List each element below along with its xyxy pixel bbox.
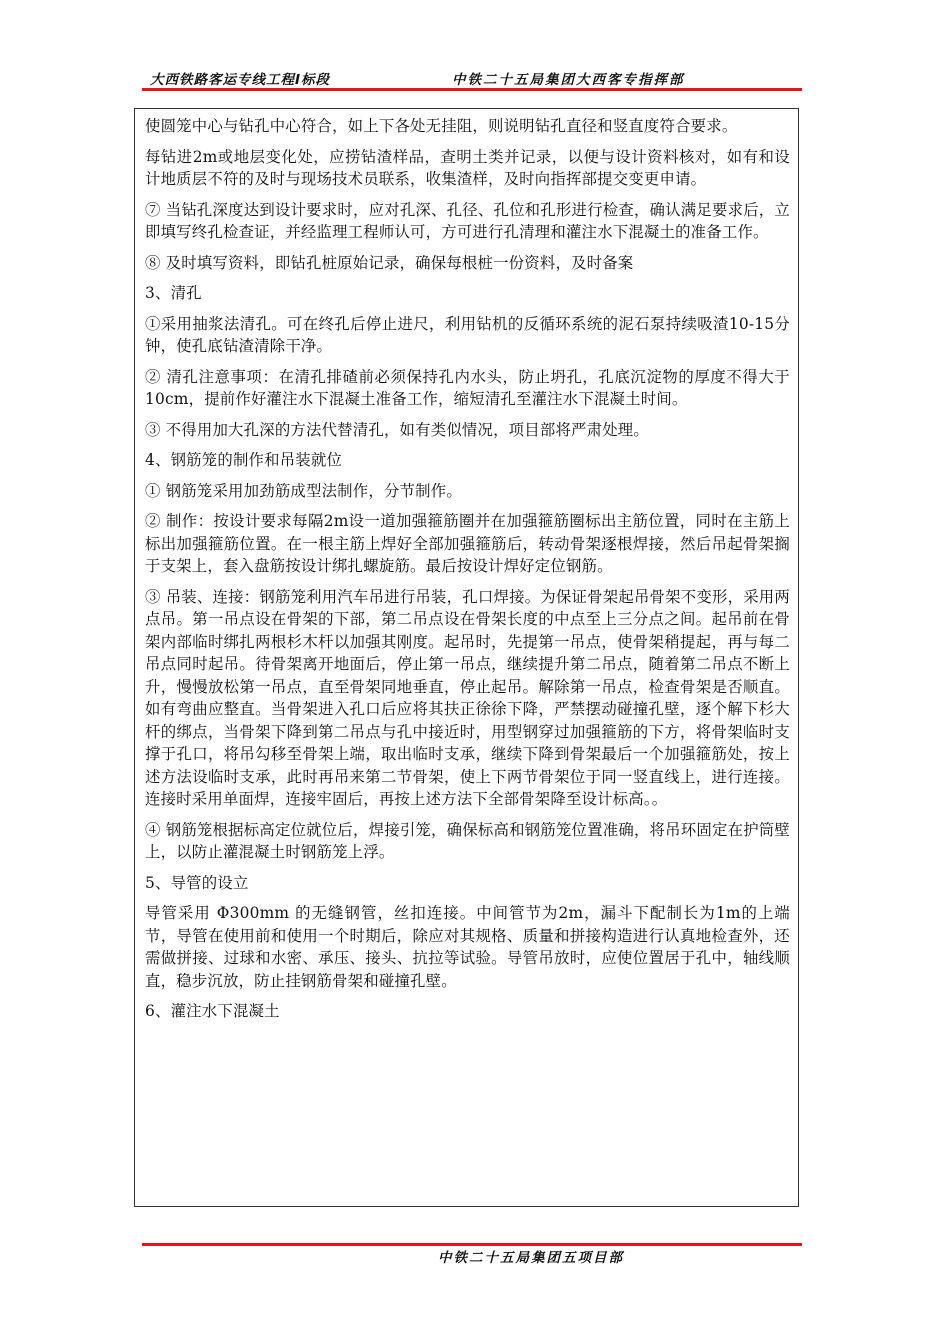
section-heading: 5、导管的设立 — [145, 873, 249, 892]
header-organization: 中铁二十五局集团大西客专指挥部 — [452, 72, 685, 88]
paragraph: ② 制作：按设计要求每隔2m设一道加强箍筋圈并在加强箍筋圈标出主筋位置，同时在主筋上标出加强箍筋位置。在一根主筋上焊好全部加强箍筋后，转动骨架逐根焊接，然后吊起骨架搁于支架上，套入盘筋按设计绑扎螺旋筋。最后按设计焊好定位钢筋。 — [145, 512, 790, 575]
paragraph: 使圆笼中心与钻孔中心符合，如上下各处无挂阻，则说明钻孔直径和竖直度符合要求。 — [145, 117, 738, 135]
paragraph: ①采用抽浆法清孔。可在终孔后停止进尺，利用钻机的反循环系统的泥石泵持续吸渣10-15分钟，使孔底钻渣清除干净。 — [145, 314, 790, 355]
paragraph: ③ 不得用加大孔深的方法代替清孔，如有类似情况，项目部将严肃处理。 — [145, 420, 649, 439]
header-red-rule — [142, 88, 802, 91]
paragraph: 导管采用 Φ300mm 的无缝钢管，丝扣连接。中间管节为2m，漏斗下配制长为1m的上端节，导管在使用前和使用一个时期后，除应对其规格、质量和拼接构造进行认真地检查外，还需做拼接、过球和水密、承压、接头、抗拉等试验。导管吊放时，应使位置居于孔中，轴线顺直，稳步沉放，防止挂钢筋骨架和碰撞孔壁。 — [145, 904, 790, 990]
section-heading: 6、灌注水下混凝土 — [145, 1002, 280, 1020]
paragraph: ② 清孔注意事项：在清孔排碴前必须保持孔内水头，防止坍孔，孔底沉淀物的厚度不得大于10cm，提前作好灌注水下混凝土准备工作，缩短清孔至灌注水下混凝土时间。 — [145, 367, 790, 408]
section-heading: 4、钢筋笼的制作和吊装就位 — [145, 451, 343, 469]
section-heading: 3、清孔 — [145, 284, 202, 302]
header-project-name: 大西铁路客运专线工程Ⅰ标段 — [150, 72, 331, 88]
footer-organization: 中铁二十五局集团五项目部 — [438, 1250, 624, 1266]
paragraph: ④ 钢筋笼根据标高定位就位后，焊接引笼，确保标高和钢筋笼位置准确，将吊环固定在护筒壁上，以防止灌混凝土时钢筋笼上浮。 — [145, 820, 790, 861]
paragraph: ⑦ 当钻孔深度达到设计要求时，应对孔深、孔径、孔位和孔形进行检查，确认满足要求后，立即填写终孔检查证，并经监理工程师认可，方可进行孔清理和灌注水下混凝土的准备工作。 — [145, 200, 790, 241]
content-box — [134, 108, 799, 1207]
paragraph: ⑧ 及时填写资料，即钻孔桩原始记录，确保每根桩一份资料，及时备案 — [145, 253, 634, 272]
paragraph: ① 钢筋笼采用加劲筋成型法制作，分节制作。 — [145, 481, 462, 500]
paragraph: 每钻进2m或地层变化处，应捞钻渣样品，查明土类并记录，以便与设计资料核对，如有和设计地质层不符的及时与现场技术员联系，收集渣样，及时向指挥部提交变更申请。 — [145, 147, 790, 188]
paragraph: ③ 吊装、连接：钢筋笼利用汽车吊进行吊装，孔口焊接。为保证骨架起吊骨架不变形，采用两点吊。第一吊点设在骨架的下部，第二吊点设在骨架长度的中点至上三分点之间。起吊前在骨架内部临时绑扎两根杉木杆以加强其刚度。起吊时，先提第一吊点，使骨架稍提起，再与每二吊点同时起吊。待骨架离开地面后，停止第一吊点，继续提升第二吊点，随着第二吊点不断上升，慢慢放松第一吊点，直至骨架同地垂直，停止起吊。解除第一吊点，检查骨架是否顺直。如有弯曲应整直。当骨架进入孔口后应将其扶正徐徐下降，严禁摆动碰撞孔壁，逐个解下杉大杆的绑点，当骨架下降到第二吊点与孔中接近时，用型钢穿过加强箍筋的下方，将骨架临时支撑于孔口，将吊勾移至骨架上端，取出临时支承，继续下降到骨架最后一个加强箍筋处，按上述方法设临时支承，此时再吊来第二节骨架，使上下两节骨架位于同一竖直线上，进行连接。连接时采用单面焊，连接牢固后，再按上述方法下全部骨架降至设计标高。。 — [145, 587, 790, 808]
